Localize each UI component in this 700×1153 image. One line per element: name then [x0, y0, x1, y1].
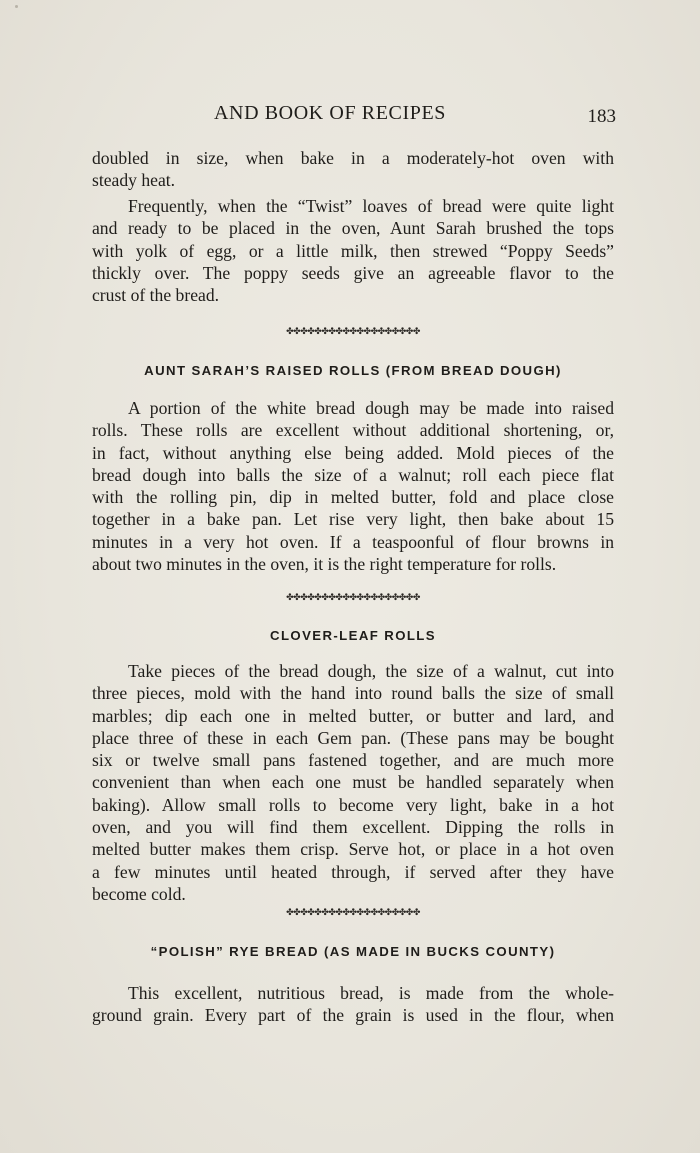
text-line: minutes in a very hot oven. If a teaspoonful of flour browns in [92, 531, 614, 552]
paragraph-polish-rye-bread [92, 982, 614, 1027]
running-title: AND BOOK OF RECIPES [214, 102, 446, 124]
recipe-heading-polish-rye-bread: “POLISH” RYE BREAD (AS MADE IN BUCKS COUNTY) [150, 944, 556, 959]
text-line: doubled in size, when bake in a moderately-hot oven with [92, 148, 614, 168]
text-line: baking). Allow small rolls to become very light, bake in a hot [92, 794, 614, 815]
text-line: oven, and you will find them excellent. Dipping the rolls in [92, 817, 614, 838]
text-line: Frequently, when the “Twist” loaves of bread were quite light [128, 196, 614, 216]
text-line: ground grain. Every part of the grain is used in the flour, when [92, 1005, 614, 1026]
text-line: thickly over. The poppy seeds give an agreeable flavor to the [92, 262, 614, 283]
paragraph-twist-loaves [92, 195, 614, 306]
text-line: place three of these in each Gem pan. (These pans may be bought [92, 727, 614, 748]
ornamental-divider: ✤✤✤✤✤✤✤✤✤✤✤✤✤✤✤✤✤✤✤ [286, 327, 420, 337]
text-line: This excellent, nutritious bread, is made from the whole- [128, 983, 614, 1003]
text-line: become cold. [92, 883, 186, 904]
text-line: melted butter makes them crisp. Serve hot, or place in a hot oven [92, 839, 614, 860]
text-line: Take pieces of the bread dough, the size of a walnut, cut into [128, 661, 614, 681]
text-line: rolls. These rolls are excellent without additional shortening, or, [92, 420, 614, 441]
page-number: 183 [587, 106, 616, 127]
paper-speck [15, 5, 18, 8]
text-line: together in a bake pan. Let rise very light, then bake about 15 [92, 509, 614, 530]
paragraph-raised-rolls [92, 397, 614, 575]
page-header [92, 100, 616, 130]
text-line: convenient than when each one must be handled separately when [92, 772, 614, 793]
paragraph-clover-leaf-rolls [92, 660, 614, 905]
text-line: bread dough into balls the size of a walnut; roll each piece flat [92, 464, 614, 485]
ornamental-divider: ✤✤✤✤✤✤✤✤✤✤✤✤✤✤✤✤✤✤✤ [286, 908, 420, 918]
text-line: crust of the bread. [92, 285, 220, 306]
text-line: with the rolling pin, dip in melted butter, fold and place close [92, 487, 614, 508]
ornamental-divider: ✤✤✤✤✤✤✤✤✤✤✤✤✤✤✤✤✤✤✤ [286, 593, 420, 603]
text-line: and ready to be placed in the oven, Aunt Sarah brushed the tops [92, 218, 614, 239]
text-line: about two minutes in the oven, it is the right temperature for rolls. [92, 554, 557, 575]
text-line: in fact, without anything else being added. Mold pieces of the [92, 442, 614, 463]
text-line: marbles; dip each one in melted butter, or butter and lard, and [92, 705, 614, 726]
text-line: six or twelve small pans fastened together, and are much more [92, 750, 614, 771]
text-line: three pieces, mold with the hand into round balls the size of small [92, 683, 614, 704]
text-line: steady heat. [92, 170, 176, 191]
text-line: A portion of the white bread dough may be made into raised [128, 398, 614, 418]
text-line: a few minutes until heated through, if served after they have [92, 861, 614, 882]
recipe-heading-raised-rolls: AUNT SARAH’S RAISED ROLLS (FROM BREAD DOUGH) [144, 363, 562, 378]
paragraph-continued [92, 147, 614, 192]
recipe-heading-clover-leaf-rolls: CLOVER-LEAF ROLLS [270, 628, 436, 643]
text-line: with yolk of egg, or a little milk, then strewed “Poppy Seeds” [92, 240, 614, 261]
